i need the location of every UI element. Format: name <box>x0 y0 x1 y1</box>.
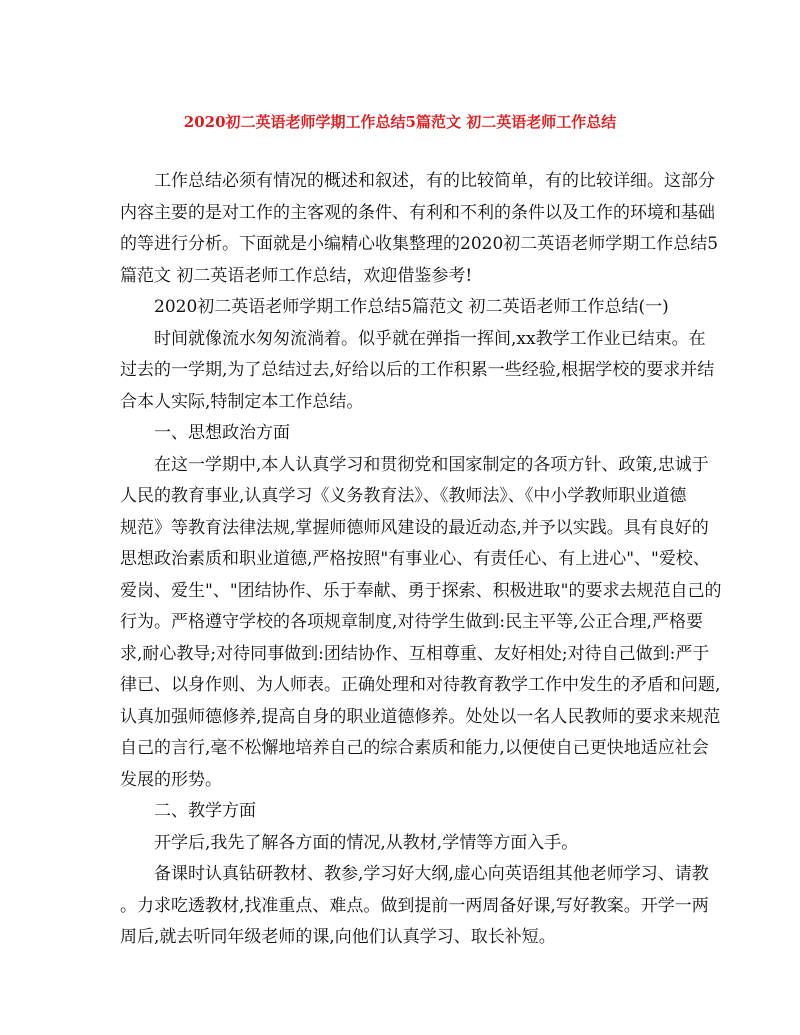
paragraph-line: 认真加强师德修养,提高自身的职业道德修养。处处以一名人民教师的要求来规范 <box>120 706 721 727</box>
paragraph-line: 工作总结必须有情况的概述和叙述，有的比较简单，有的比较详细。这部分 <box>154 171 715 191</box>
paragraph-line: 的等进行分析。下面就是小编精心收集整理的2020初二英语老师学期工作总结5 <box>120 234 719 254</box>
paragraph-line: 人民的教育事业,认真学习《义务教育法》、《教师法》、《中小学教师职业道德 <box>120 486 687 506</box>
section-heading: 2020初二英语老师学期工作总结5篇范文 初二英语老师工作总结(一) <box>154 297 669 317</box>
section-heading: 一、思想政治方面 <box>154 423 290 443</box>
paragraph-line: 自己的言行,毫不松懈地培养自己的综合素质和能力,以便使自己更快地适应社会 <box>120 738 709 758</box>
section-heading: 二、教学方面 <box>154 801 256 821</box>
paragraph-line: 篇范文 初二英语老师工作总结，欢迎借鉴参考! <box>120 265 473 286</box>
paragraph-line: 内容主要的是对工作的主客观的条件、有利和不利的条件以及工作的环境和基础 <box>120 202 715 223</box>
paragraph-line: 。力求吃透教材,找准重点、难点。做到提前一两周备好课,写好教案。开学一两 <box>120 895 709 916</box>
paragraph-line: 发展的形势。 <box>120 769 222 790</box>
paragraph-line: 开学后,我先了解各方面的情况,从教材,学情等方面入手。 <box>154 832 579 853</box>
paragraph-line: 爱岗、爱生"、"团结协作、乐于奉献、勇于探索、积极进取"的要求去规范自己的 <box>120 580 722 601</box>
paragraph-line: 思想政治素质和职业道德,严格按照"有事业心、有责任心、有上进心"、"爱校、 <box>120 549 710 569</box>
paragraph-line: 周后,就去听同年级老师的课,向他们认真学习、取长补短。 <box>120 927 556 947</box>
document-body <box>120 166 722 954</box>
paragraph-line: 律已、以身作则、为人师表。正确处理和对待教育教学工作中发生的矛盾和问题, <box>120 675 721 695</box>
document-title: 2020初二英语老师学期工作总结5篇范文 初二英语老师工作总结 <box>183 113 617 131</box>
paragraph-line: 合本人实际,特制定本工作总结。 <box>120 391 364 412</box>
paragraph-line: 行为。严格遵守学校的各项规章制度,对待学生做到:民主平等,公正合理,严格要 <box>120 612 703 632</box>
paragraph-line: 在这一学期中,本人认真学习和贯彻党和国家制定的各项方针、政策,忠诚于 <box>154 454 709 475</box>
paragraph-line: 备课时认真钻研教材、教参,学习好大纲,虚心向英语组其他老师学习、请教 <box>154 864 709 884</box>
paragraph-line: 时间就像流水匆匆流淌着。似乎就在弹指一挥间,xx教学工作业已结束。在 <box>154 328 706 349</box>
paragraph-line: 规范》等教育法律法规,掌握师德师风建设的最近动态,并予以实践。具有良好的 <box>120 517 709 538</box>
paragraph-line: 求,耐心教导;对待同事做到:团结协作、互相尊重、友好相处;对待自己做到:严于 <box>120 643 710 664</box>
paragraph-line: 过去的一学期,为了总结过去,好给以后的工作积累一些经验,根据学校的要求并结 <box>120 360 715 380</box>
